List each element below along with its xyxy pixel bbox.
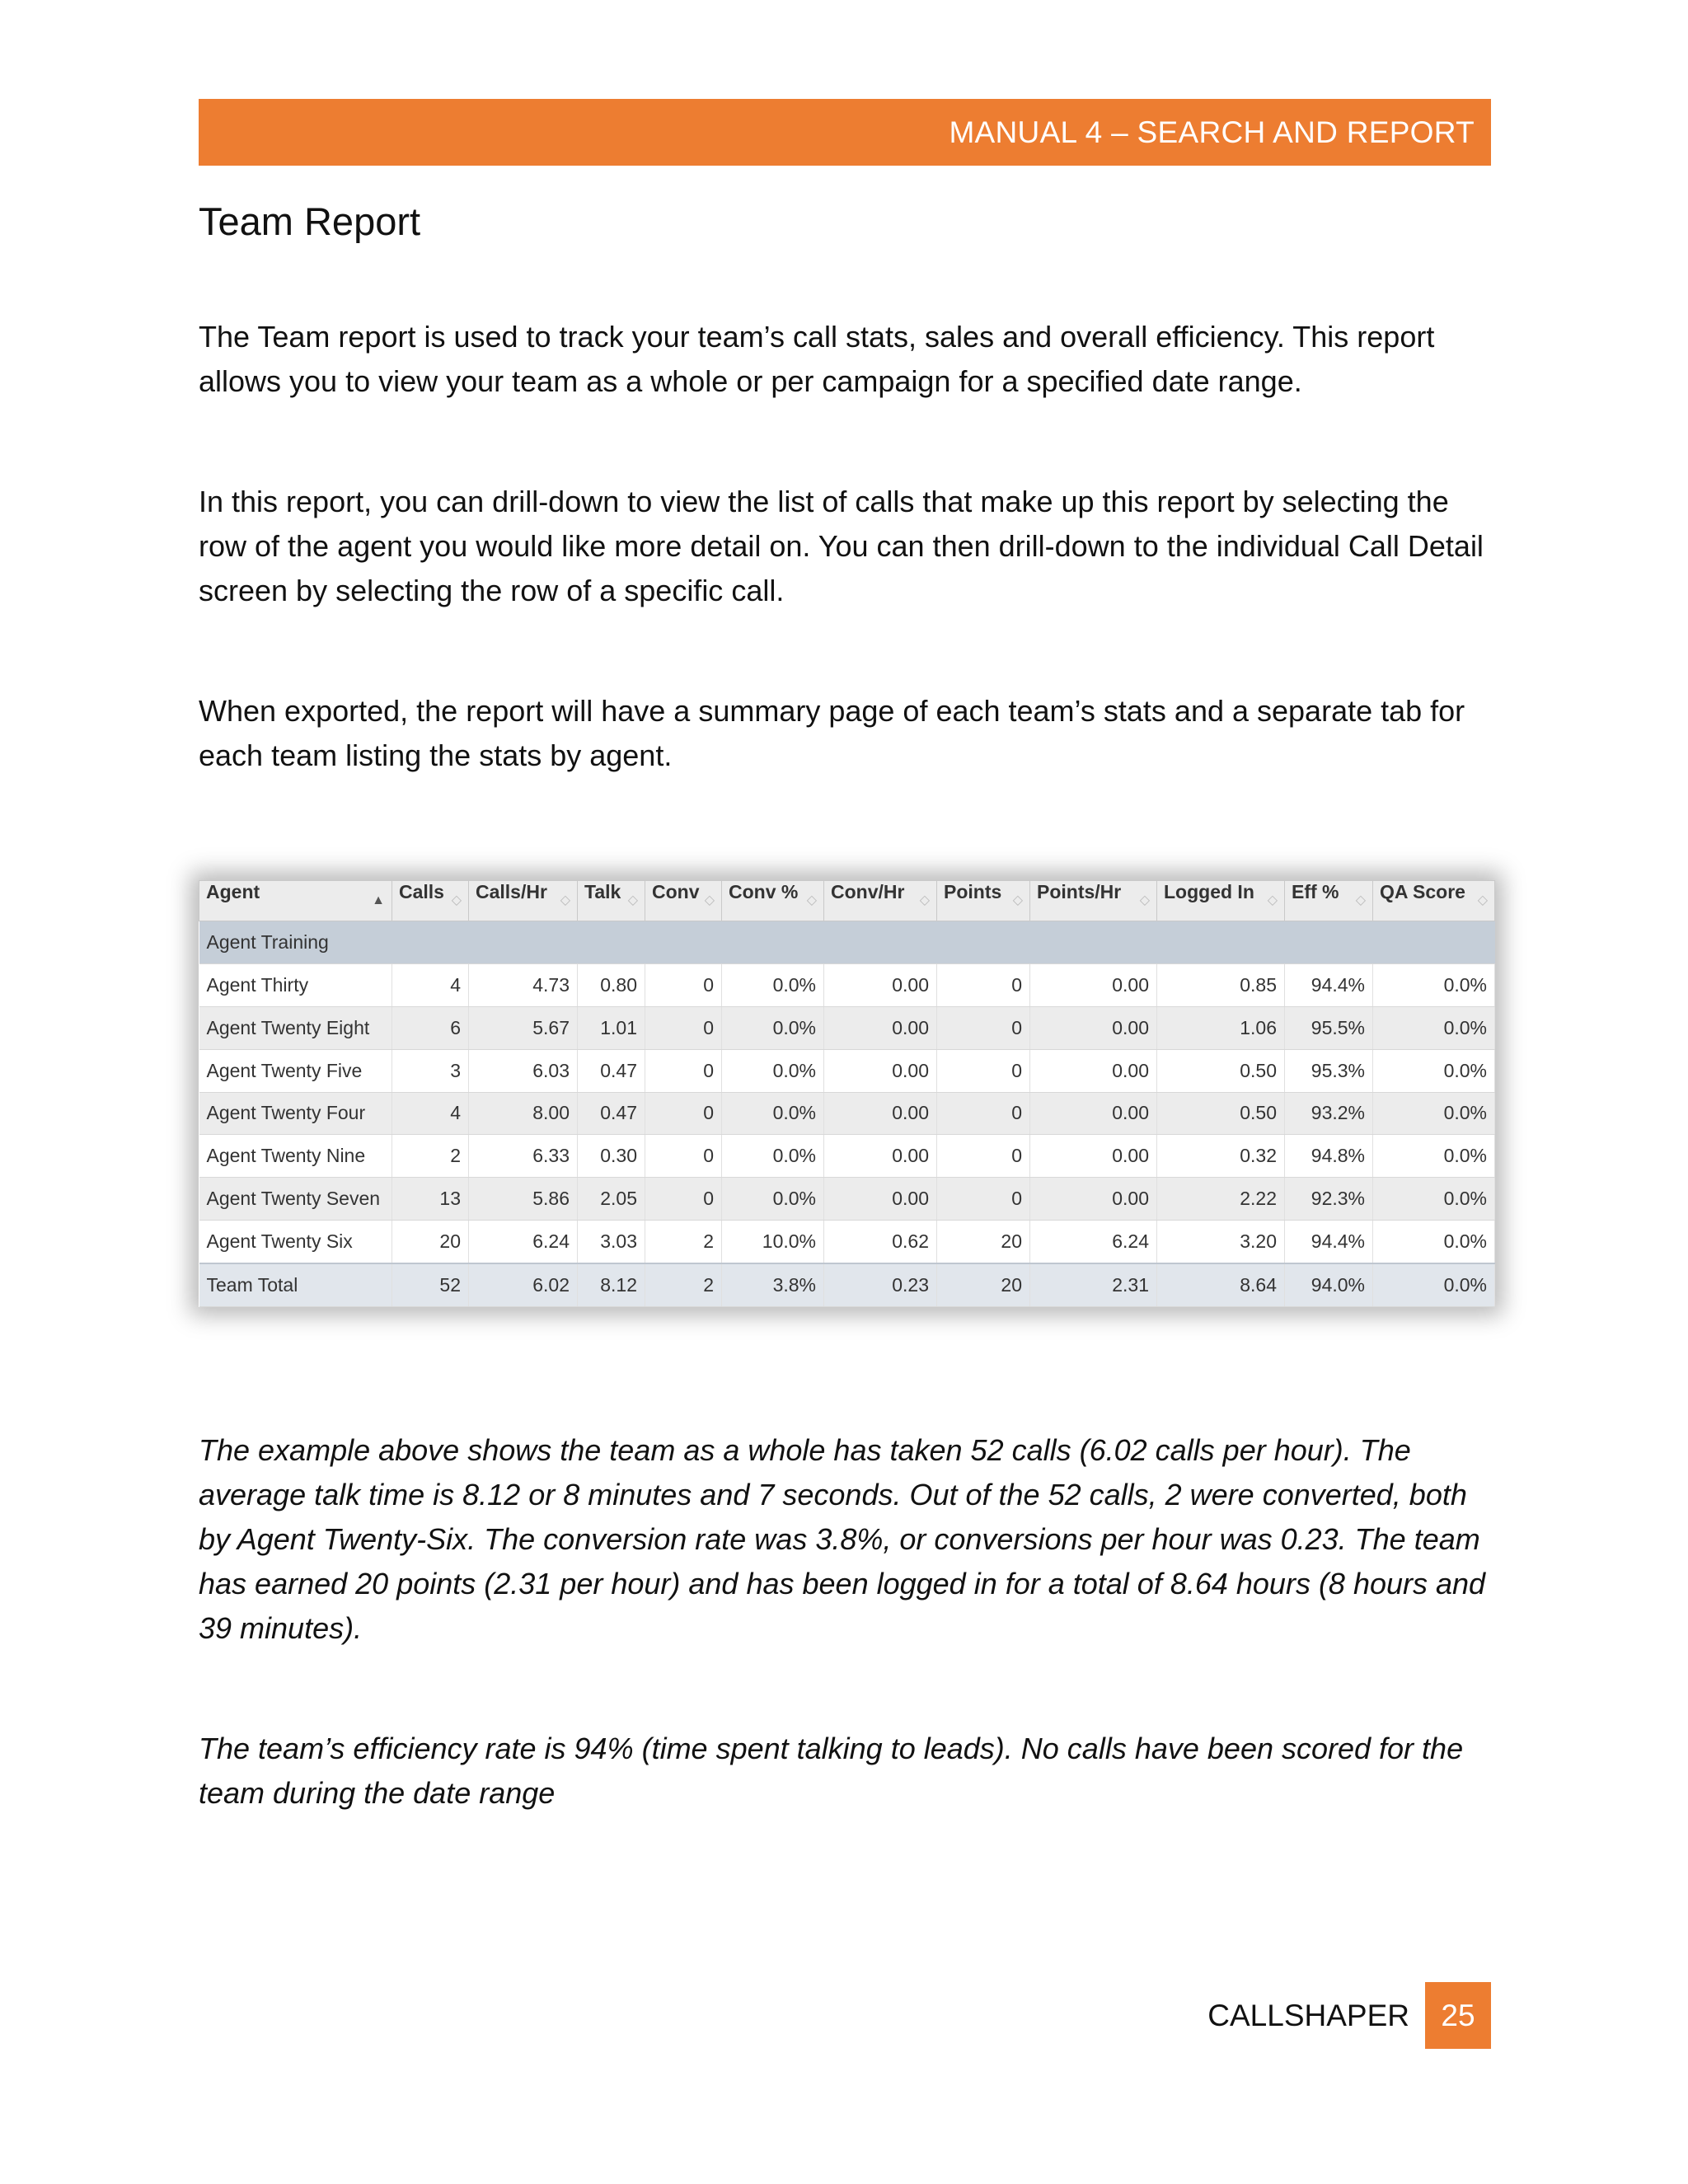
efficiency-paragraph: The team’s efficiency rate is 94% (time spent talking to leads). No calls have been scored for the team during the date range bbox=[199, 1732, 1464, 1810]
eff-pct-cell: 94.0% bbox=[1285, 1263, 1373, 1306]
agent-name-cell: Agent Twenty Nine bbox=[199, 1135, 392, 1178]
points-hr-cell: 0.00 bbox=[1030, 1178, 1157, 1221]
logged-in-cell: 0.50 bbox=[1157, 1092, 1285, 1135]
points-cell: 0 bbox=[937, 963, 1030, 1006]
calls-hr-cell: 6.24 bbox=[469, 1221, 578, 1263]
talk-cell: 8.12 bbox=[578, 1263, 645, 1306]
page-number: 25 bbox=[1425, 1982, 1491, 2049]
intro-paragraph: The Team report is used to track your team’s call stats, sales and overall efficiency. This report allows you to view your team as a whole or per campaign for a specified date range. bbox=[199, 320, 1435, 398]
sort-icon[interactable]: ◇ bbox=[1477, 893, 1488, 907]
calls-cell: 52 bbox=[392, 1263, 469, 1306]
logged-in-cell: 1.06 bbox=[1157, 1006, 1285, 1049]
conv-hr-cell: 0.00 bbox=[824, 1049, 937, 1092]
calls-hr-cell: 5.67 bbox=[469, 1006, 578, 1049]
column-header-qa-score[interactable]: QA Score ◇ bbox=[1373, 881, 1495, 921]
conv-pct-cell: 0.0% bbox=[722, 1006, 824, 1049]
points-hr-cell: 2.31 bbox=[1030, 1263, 1157, 1306]
header-title: MANUAL 4 – SEARCH AND REPORT bbox=[949, 115, 1475, 149]
table-row[interactable] bbox=[199, 963, 1495, 1006]
footer-brand: CALLSHAPER bbox=[1207, 1998, 1409, 2032]
logged-in-cell: 0.50 bbox=[1157, 1049, 1285, 1092]
qa-score-cell: 0.0% bbox=[1373, 1049, 1495, 1092]
conv-cell: 2 bbox=[645, 1263, 722, 1306]
page-title: Team Report bbox=[199, 199, 421, 243]
column-header-conv-pct[interactable]: Conv % ◇ bbox=[722, 881, 824, 921]
header-bar bbox=[199, 99, 1491, 166]
conv-pct-cell: 0.0% bbox=[722, 1135, 824, 1178]
column-header-calls[interactable]: Calls ◇ bbox=[392, 881, 469, 921]
sort-icon[interactable]: ◇ bbox=[806, 893, 817, 907]
drilldown-paragraph: In this report, you can drill-down to view the list of calls that make up this report by selecting the row of the agent you would like more detail on. You can then drill-down to the individual Call Detail screen by selecting the row of a specific call. bbox=[199, 485, 1484, 607]
eff-pct-cell: 93.2% bbox=[1285, 1092, 1373, 1135]
team-report-screenshot bbox=[199, 880, 1494, 1307]
talk-cell: 3.03 bbox=[578, 1221, 645, 1263]
calls-cell: 3 bbox=[392, 1049, 469, 1092]
qa-score-cell: 0.0% bbox=[1373, 1006, 1495, 1049]
logged-in-cell: 0.32 bbox=[1157, 1135, 1285, 1178]
qa-score-cell: 0.0% bbox=[1373, 1092, 1495, 1135]
points-hr-cell: 0.00 bbox=[1030, 963, 1157, 1006]
points-hr-cell: 0.00 bbox=[1030, 1135, 1157, 1178]
qa-score-cell: 0.0% bbox=[1373, 1178, 1495, 1221]
conv-hr-cell: 0.00 bbox=[824, 1178, 937, 1221]
conv-cell: 0 bbox=[645, 1135, 722, 1178]
column-header-conv-hr[interactable]: Conv/Hr ◇ bbox=[824, 881, 937, 921]
calls-cell: 2 bbox=[392, 1135, 469, 1178]
conv-cell: 0 bbox=[645, 1178, 722, 1221]
talk-cell: 0.30 bbox=[578, 1135, 645, 1178]
logged-in-cell: 0.85 bbox=[1157, 963, 1285, 1006]
agent-name-cell: Agent Twenty Five bbox=[199, 1049, 392, 1092]
table-row[interactable] bbox=[199, 1178, 1495, 1221]
group-row[interactable] bbox=[199, 921, 1495, 964]
column-header-points-hr[interactable]: Points/Hr ◇ bbox=[1030, 881, 1157, 921]
conv-pct-cell: 10.0% bbox=[722, 1221, 824, 1263]
conv-cell: 0 bbox=[645, 963, 722, 1006]
group-label: Agent Training bbox=[199, 921, 1495, 964]
qa-score-cell: 0.0% bbox=[1373, 963, 1495, 1006]
team-report-table bbox=[199, 880, 1495, 1307]
column-header-points[interactable]: Points ◇ bbox=[937, 881, 1030, 921]
logged-in-cell: 3.20 bbox=[1157, 1221, 1285, 1263]
calls-cell: 6 bbox=[392, 1006, 469, 1049]
agent-name-cell: Agent Twenty Eight bbox=[199, 1006, 392, 1049]
points-hr-cell: 0.00 bbox=[1030, 1092, 1157, 1135]
calls-hr-cell: 5.86 bbox=[469, 1178, 578, 1221]
export-paragraph: When exported, the report will have a summary page of each team’s stats and a separate tab for each team listing the stats by agent. bbox=[199, 694, 1465, 772]
conv-pct-cell: 0.0% bbox=[722, 1092, 824, 1135]
sort-icon[interactable]: ◇ bbox=[919, 893, 930, 907]
agent-name-cell: Agent Twenty Seven bbox=[199, 1178, 392, 1221]
calls-cell: 20 bbox=[392, 1221, 469, 1263]
conv-hr-cell: 0.23 bbox=[824, 1263, 937, 1306]
conv-pct-cell: 0.0% bbox=[722, 1049, 824, 1092]
team-total-row[interactable] bbox=[199, 1263, 1495, 1306]
calls-hr-cell: 8.00 bbox=[469, 1092, 578, 1135]
points-cell: 20 bbox=[937, 1263, 1030, 1306]
table-row[interactable] bbox=[199, 1092, 1495, 1135]
talk-cell: 0.47 bbox=[578, 1049, 645, 1092]
example-explanation-paragraph: The example above shows the team as a whole has taken 52 calls (6.02 calls per hour). The average talk time is 8.12 or 8 minutes and 7 seconds. Out of the 52 calls, 2 were converted, both by Agent Twenty-Six. The conversion rate was 3.8%, or conversions per hour was 0.23. The team has earned 20 points (2.31 per hour) and has been logged in for a total of 8.64 hours (8 hours and 39 minutes). bbox=[199, 1433, 1486, 1645]
points-cell: 0 bbox=[937, 1006, 1030, 1049]
conv-cell: 2 bbox=[645, 1221, 722, 1263]
table-row[interactable] bbox=[199, 1006, 1495, 1049]
talk-cell: 1.01 bbox=[578, 1006, 645, 1049]
talk-cell: 2.05 bbox=[578, 1178, 645, 1221]
points-hr-cell: 6.24 bbox=[1030, 1221, 1157, 1263]
sort-icon[interactable]: ◇ bbox=[1267, 893, 1278, 907]
calls-cell: 4 bbox=[392, 963, 469, 1006]
column-header-talk[interactable]: Talk ◇ bbox=[578, 881, 645, 921]
calls-cell: 4 bbox=[392, 1092, 469, 1135]
conv-hr-cell: 0.62 bbox=[824, 1221, 937, 1263]
logged-in-cell: 2.22 bbox=[1157, 1178, 1285, 1221]
table-row[interactable] bbox=[199, 1221, 1495, 1263]
points-cell: 0 bbox=[937, 1092, 1030, 1135]
column-header-logged-in[interactable]: Logged In ◇ bbox=[1157, 881, 1285, 921]
eff-pct-cell: 94.4% bbox=[1285, 963, 1373, 1006]
sort-icon[interactable]: ◇ bbox=[1012, 893, 1023, 907]
table-row[interactable] bbox=[199, 1049, 1495, 1092]
conv-hr-cell: 0.00 bbox=[824, 1135, 937, 1178]
eff-pct-cell: 94.8% bbox=[1285, 1135, 1373, 1178]
sort-icon[interactable]: ◇ bbox=[451, 893, 462, 907]
logged-in-cell: 8.64 bbox=[1157, 1263, 1285, 1306]
eff-pct-cell: 92.3% bbox=[1285, 1178, 1373, 1221]
calls-hr-cell: 6.33 bbox=[469, 1135, 578, 1178]
table-row[interactable] bbox=[199, 1135, 1495, 1178]
conv-cell: 0 bbox=[645, 1092, 722, 1135]
conv-hr-cell: 0.00 bbox=[824, 1006, 937, 1049]
conv-pct-cell: 0.0% bbox=[722, 1178, 824, 1221]
column-header-eff-pct[interactable]: Eff % ◇ bbox=[1285, 881, 1373, 921]
column-header-calls-hr[interactable]: Calls/Hr ◇ bbox=[469, 881, 578, 921]
column-header-agent[interactable]: Agent ▲ bbox=[199, 881, 392, 921]
points-cell: 0 bbox=[937, 1049, 1030, 1092]
sort-icon[interactable]: ◇ bbox=[627, 893, 638, 907]
eff-pct-cell: 94.4% bbox=[1285, 1221, 1373, 1263]
conv-hr-cell: 0.00 bbox=[824, 963, 937, 1006]
qa-score-cell: 0.0% bbox=[1373, 1221, 1495, 1263]
conv-pct-cell: 0.0% bbox=[722, 963, 824, 1006]
sort-icon[interactable]: ◇ bbox=[1355, 893, 1366, 907]
column-header-conv[interactable]: Conv ◇ bbox=[645, 881, 722, 921]
agent-name-cell: Agent Twenty Four bbox=[199, 1092, 392, 1135]
table-header-row bbox=[199, 881, 1495, 921]
points-cell: 0 bbox=[937, 1178, 1030, 1221]
points-cell: 20 bbox=[937, 1221, 1030, 1263]
qa-score-cell: 0.0% bbox=[1373, 1135, 1495, 1178]
talk-cell: 0.80 bbox=[578, 963, 645, 1006]
team-total-label: Team Total bbox=[199, 1263, 392, 1306]
calls-cell: 13 bbox=[392, 1178, 469, 1221]
agent-name-cell: Agent Twenty Six bbox=[199, 1221, 392, 1263]
calls-hr-cell: 6.02 bbox=[469, 1263, 578, 1306]
points-hr-cell: 0.00 bbox=[1030, 1049, 1157, 1092]
conv-cell: 0 bbox=[645, 1006, 722, 1049]
sort-icon[interactable]: ◇ bbox=[560, 893, 570, 907]
calls-hr-cell: 4.73 bbox=[469, 963, 578, 1006]
calls-hr-cell: 6.03 bbox=[469, 1049, 578, 1092]
sort-icon[interactable]: ◇ bbox=[1139, 893, 1150, 907]
eff-pct-cell: 95.3% bbox=[1285, 1049, 1373, 1092]
sort-icon[interactable]: ◇ bbox=[704, 893, 715, 907]
talk-cell: 0.47 bbox=[578, 1092, 645, 1135]
conv-cell: 0 bbox=[645, 1049, 722, 1092]
points-cell: 0 bbox=[937, 1135, 1030, 1178]
points-hr-cell: 0.00 bbox=[1030, 1006, 1157, 1049]
eff-pct-cell: 95.5% bbox=[1285, 1006, 1373, 1049]
sort-ascending-icon[interactable]: ▲ bbox=[372, 893, 385, 907]
conv-pct-cell: 3.8% bbox=[722, 1263, 824, 1306]
qa-score-cell: 0.0% bbox=[1373, 1263, 1495, 1306]
conv-hr-cell: 0.00 bbox=[824, 1092, 937, 1135]
agent-name-cell: Agent Thirty bbox=[199, 963, 392, 1006]
